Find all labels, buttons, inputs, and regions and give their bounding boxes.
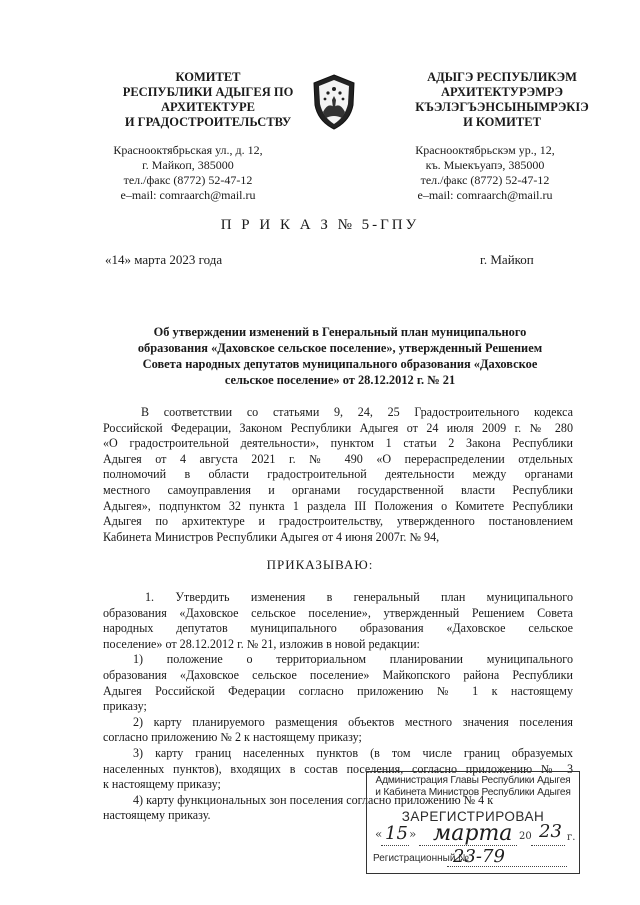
order-subject: Об утверждении изменений в Генеральный план муниципального образования «Даховское сельское поселение», утвержденный Решением Совета народных депутатов муниципального образования «Даховское сельское поселение» от 28.12.2012 г. № 21 — [137, 325, 543, 387]
stamp-registration-number — [373, 846, 505, 867]
preamble-paragraph: В соответствии со статьями 9, 24, 25 Градостроительного кодекса Российской Федерации, Законом Республики Адыгея от 24 июля 2009 г. № 280 «О градостроительной деятельности», пунктом 1 статьи 2 Закона Республики Адыгея от 4 августа 2021 г. № 490 «О перераспределении отдельных полномочий в области градостроительной деятельности между органами местного самоуправления и органами государственной власти Республики Адыгея», подпунктом 32 пункта 1 раздела III Положения о Комитете Республики Адыгея по архитектуре и градостроительству, утвержденного постановлением Кабинета Министров Республики Адыгея от 4 июня 2007г. № 94, — [103, 405, 573, 544]
coat-of-arms-icon — [308, 72, 360, 132]
stamp-year-suffix: г. — [567, 832, 576, 843]
left-address: Красноoктябрьская ул., д. 12, г. Майкоп, 385000 тел./факс (8772) 52-47-12 e–mail: comraarch@mail.ru — [113, 143, 263, 202]
stamp-registered-label: ЗАРЕГИСТРИРОВАН — [401, 809, 545, 824]
stamp-open-quote: « — [375, 827, 383, 841]
stamp-year: 23 — [539, 821, 562, 842]
stamp-day: 15 — [385, 823, 408, 844]
registration-stamp — [366, 771, 580, 874]
order-title: П Р И К А З № 5-ГПУ — [220, 217, 420, 233]
item-1-3: 3) карту границ населенных пунктов (в том числе границ образуемых населенных пунктов), входящих в состав поселения, согласно приложению № 3 к настоящему приказу; — [103, 745, 573, 792]
stamp-close-quote: » — [409, 827, 417, 841]
item-1-1: 1) положение о территориальном планировании муниципального образования «Даховское сельское поселение» Майкопского района Республики Адыгея Российской Федерации согласно приложению № 1 к настоящему приказу; — [103, 652, 573, 714]
stamp-line-2: и Кабинета Министров Республики Адыгея — [375, 787, 571, 798]
order-directive-word: ПРИКАЗЫВАЮ: — [266, 557, 374, 572]
order-city: г. Майкоп — [480, 252, 534, 267]
right-org-name: АДЫГЭ РЕСПУБЛИКЭМ АРХИТЕКТУРЭМРЭ КЪЭЛЭГЪЭНСЫНЫМРЭКІЭ И КОМИТЕТ — [415, 70, 589, 129]
stamp-reg-number: 23-79 — [453, 846, 505, 867]
item-1-4: 4) карту функциональных зон поселения согласно приложению № 4 к настоящему приказу. — [103, 792, 494, 823]
order-date: «14» марта 2023 года — [105, 252, 223, 267]
stamp-reg-label: Регистрационный № — [373, 853, 469, 864]
item-1: 1. Утвердить изменения в генеральный план муниципального образования «Даховское сельское поселение», утвержденный Решением Совета народных депутатов муниципального образования «Даховское сельское поселение» от 28.12.2012 г. № 21, изложив в новой редакции: — [103, 590, 573, 651]
left-org-name: КОМИТЕТ РЕСПУБЛИКИ АДЫГЕЯ ПО АРХИТЕКТУРЕ И ГРАДОСТРОИТЕЛЬСТВУ — [122, 70, 294, 129]
stamp-year-prefix: 20 — [519, 831, 532, 842]
stamp-month: марта — [433, 821, 513, 846]
stamp-line-1: Администрация Главы Республики Адыгея — [375, 775, 571, 786]
item-1-2: 2) карту планируемого размещения объектов местного значения поселения согласно приложению № 2 к настоящему приказу; — [103, 714, 573, 745]
right-address: Краснооктябрьскэм ур., 12, къ. Мыекъуапэ, 385000 тел./факс (8772) 52-47-12 e–mail: comraarch@mail.ru — [415, 143, 555, 202]
